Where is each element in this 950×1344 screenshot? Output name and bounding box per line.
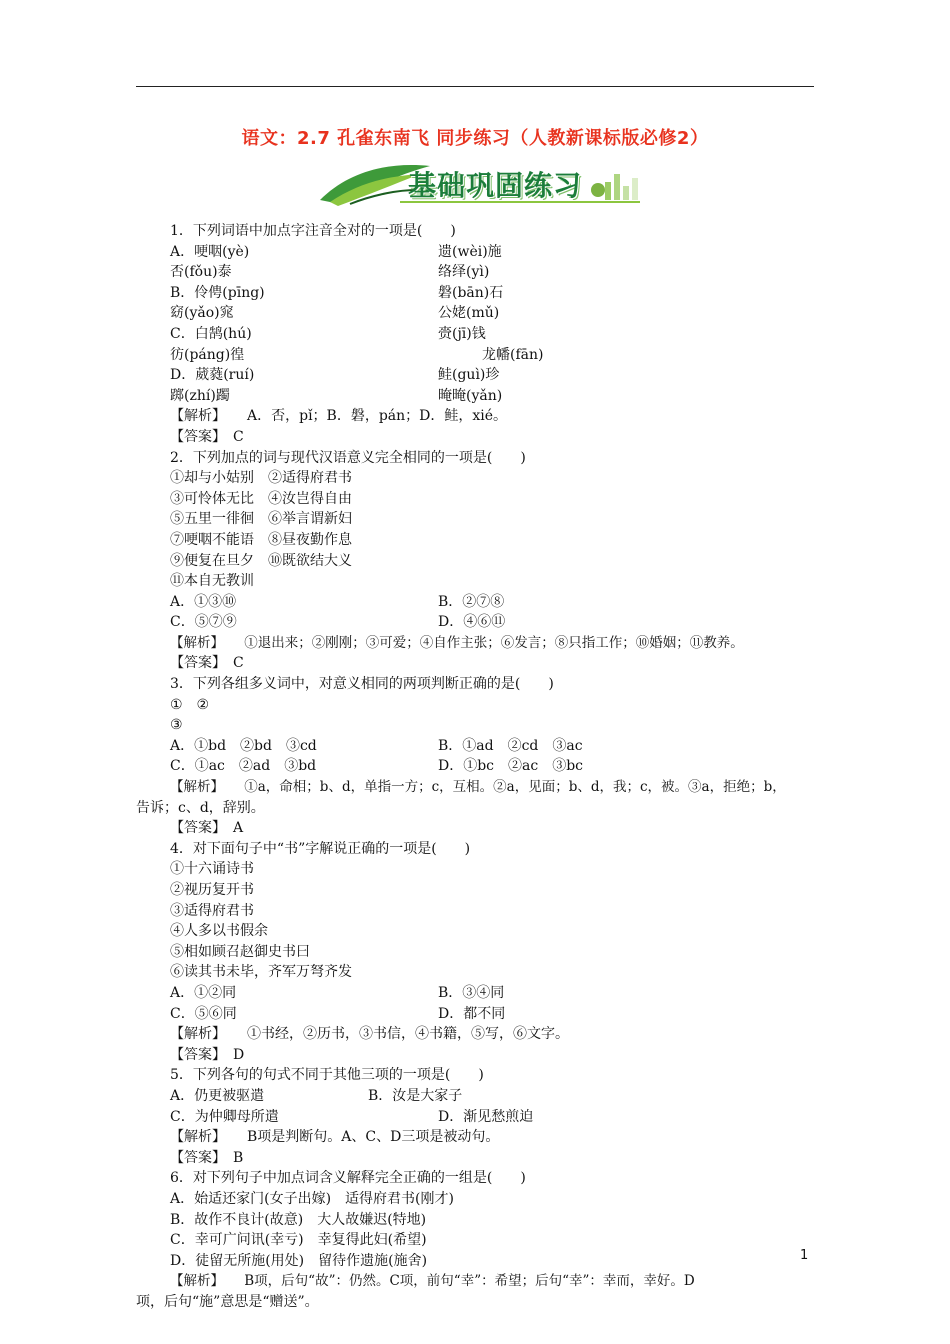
q1-option-a-cont [136,262,826,283]
q6-option-a: A．始适还家门(女子出嫁) 适得府君书(刚才) [170,1190,454,1207]
q2-option-c: C．⑤⑦⑨ [170,614,237,631]
q2-line-1: ①却与小姑别 ②适得府君书 [170,470,352,487]
q4-analysis: 【解析】 ①书经，②历书，③书信，④书籍，⑤写，⑥文字。 [170,1026,569,1043]
q6-analysis: 【解析】 B项，后句“故”：仍然。C项，前句“幸”：希望；后句“幸”：幸而，幸好。D [170,1273,695,1290]
q2-analysis: 【解析】 ①退出来；②刚刚；③可爱；④自作主张；⑥发言；⑧只指工作；⑩婚姻；⑪教养。 [170,634,744,651]
q6-option-d: D．徒留无所施(用处) 留待作遗施(施舍) [170,1252,428,1269]
q1-option-d [136,365,826,386]
q5-options-ab [136,1086,826,1107]
q2-option-b: B．②⑦⑧ [438,593,505,610]
q4-answer: 【答案】 D [170,1046,245,1063]
q4-line-3: ③适得府君书 [170,902,254,919]
q1-a1: A．哽咽(yè) [170,243,250,260]
q1-b3: 窈(yǎo)窕 [170,305,234,322]
q3-answer: 【答案】 A [170,820,244,837]
q1-option-b-cont [136,303,826,324]
q3-line-1: ① ② [170,696,210,713]
q6-stem: 6．对下列句子中加点词含义解释完全正确的一组是( ) [170,1170,526,1187]
q2-stem: 2．下列加点的词与现代汉语意义完全相同的一项是( ) [170,449,526,466]
header-rule [136,86,814,87]
q3-stem: 3．下列各组多义词中，对意义相同的两项判断正确的是( ) [170,676,554,693]
q2-line-2: ③可怜体无比 ④汝岂得自由 [170,490,352,507]
q1-b2: 磐(bān)石 [438,284,504,301]
q3-option-c: C．①ac ②ad ③bd [170,758,317,775]
q2-option-d: D．④⑥⑪ [438,614,506,631]
q2-line-3: ⑤五里一徘徊 ⑥举言谓新妇 [170,511,352,528]
q1-option-c-cont [136,345,826,366]
q2-options-cd [136,612,826,633]
q1-stem: 1．下列词语中加点字注音全对的一项是( ) [170,223,456,239]
q1-d4: 晻晻(yǎn) [438,387,503,404]
q2-line-5: ⑨便复在旦夕 ⑩既欲结大义 [170,552,352,569]
q4-option-c: C．⑤⑥同 [170,1005,237,1022]
q1-option-d-cont [136,386,826,407]
q5-stem: 5．下列各句的句式不同于其他三项的一项是( ) [170,1067,484,1084]
q4-option-a: A．①②同 [170,984,237,1001]
q4-stem: 4．对下面句子中“书”字解说正确的一项是( ) [170,840,471,857]
q4-option-b: B．③④同 [438,984,505,1001]
q1-a4: 络绎(yì) [438,264,490,281]
q1-b4: 公姥(mǔ) [438,305,500,322]
q5-options-cd [136,1107,826,1128]
banner-graphic [320,160,650,206]
q1-a3: 否(fǒu)泰 [170,264,232,281]
q1-d3: 踯(zhí)躅 [170,387,230,404]
q4-line-5: ⑤相如顾召赵御史书曰 [170,943,310,960]
q3-analysis: 【解析】 ①a，命相；b、d，单指一方；c，互相。②a，见面；b、d，我；c，被。③a，拒绝；b， [170,779,786,796]
q3-option-b: B．①ad ②cd ③ac [438,737,583,754]
q2-option-a: A．①③⑩ [170,593,237,610]
q6-analysis-cont: 项，后句“施”意思是“赠送”。 [136,1293,319,1310]
q1-c2: 赍(jī)钱 [438,325,486,342]
q4-line-1: ①十六诵诗书 [170,861,254,878]
q5-option-c: C．为仲卿母所遣 [170,1108,279,1125]
q5-option-a: A．仍更被驱遣 [170,1087,265,1104]
q4-line-4: ④人多以书假余 [170,923,268,940]
q1-c3: 彷(páng)徨 [170,346,245,363]
q1-d1: D．葳蕤(ruí) [170,367,255,384]
q5-option-d: D．渐见愁煎迫 [438,1108,534,1125]
q1-answer: 【答案】 C [170,428,244,445]
q1-c1: C．白鹄(hú) [170,325,252,342]
q4-line-2: ②视历复开书 [170,882,254,898]
page-number: 1 [800,1248,809,1263]
q1-a2: 遗(wèi)施 [438,243,502,260]
q1-option-b [136,283,826,304]
q6-option-b: B．故作不良计(故意) 大人故嫌迟(特地) [170,1211,427,1228]
q1-c4: 龙幡(fān) [482,346,544,363]
q4-options-ab [136,983,826,1004]
q2-line-6: ⑪本自无教训 [170,573,254,590]
q5-analysis: 【解析】 B项是判断句。A、C、D三项是被动句。 [170,1129,500,1146]
q1-option-c [136,324,826,345]
banner-title: 基础巩固练习 [408,169,583,202]
q1-analysis: 【解析】 A．否，pǐ；B．磐，pán；D．鲑，xié。 [170,408,508,425]
q3-options-ab [136,736,826,757]
q2-line-4: ⑦哽咽不能语 ⑧昼夜勤作息 [170,531,352,548]
q4-options-cd [136,1004,826,1025]
q1-d2: 鲑(guì)珍 [438,367,500,384]
q4-line-6: ⑥读其书未毕，齐军万弩齐发 [170,964,352,981]
q1-b1: B．伶俜(pīng) [170,284,265,301]
q2-answer: 【答案】 C [170,655,244,672]
exercise-content [136,221,826,1312]
q6-option-c: C．幸可广问讯(幸亏) 幸复得此妇(希望) [170,1232,427,1249]
q3-options-cd [136,756,826,777]
q5-option-b: B．汝是大家子 [368,1087,463,1104]
q3-analysis-cont: 告诉；c、d，辞别。 [136,799,265,816]
q2-options-ab [136,592,826,613]
q3-option-a: A．①bd ②bd ③cd [170,737,317,754]
q5-answer: 【答案】 B [170,1149,244,1166]
q3-option-d: D．①bc ②ac ③bc [438,758,584,775]
page-title: 语文：2.7 孔雀东南飞 同步练习（人教新课标版必修2） [241,128,709,149]
q3-line-2: ③ [170,717,183,734]
q4-option-d: D．都不同 [438,1005,506,1022]
q1-option-a [136,242,826,263]
